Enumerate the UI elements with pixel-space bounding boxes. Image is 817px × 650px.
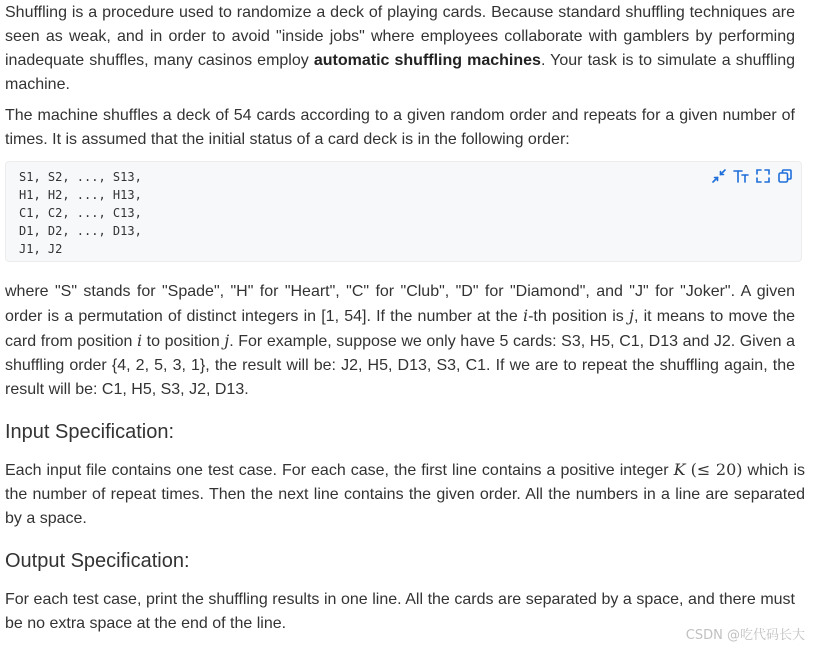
explanation-text: , it means to move the card from position bbox=[5, 308, 796, 350]
intro-text: Shuffling is a procedure used to randomize a deck of playing cards. Because standard shuffling techniques are seen as weak, and in order to avoid "inside jobs" where employees collaborate with gamblers by performing inadequate shuffles, many casinos employ bbox=[5, 4, 795, 69]
intro-text-end: . Your task is to simulate a shuffling machine. bbox=[5, 52, 796, 93]
code-toolbar bbox=[711, 168, 793, 184]
csdn-watermark: CSDN @吃代码长大 bbox=[685, 628, 805, 643]
deck-paragraph: The machine shuffles a deck of 54 cards according to a given random order and repeats for a given number of times. It is assumed that the initial status of a card deck is in the following order: bbox=[5, 107, 795, 148]
code-line: J1, J2 bbox=[19, 242, 63, 256]
copy-icon[interactable] bbox=[777, 168, 793, 184]
math-j: j bbox=[628, 306, 634, 325]
math-j: j bbox=[224, 331, 230, 350]
input-spec-heading: Input Specification: bbox=[5, 421, 174, 443]
code-line: H1, H2, ..., H13, bbox=[19, 188, 142, 202]
code-line: C1, C2, ..., C13, bbox=[19, 206, 142, 220]
math-i: i bbox=[136, 331, 143, 350]
explanation-text: to position bbox=[142, 333, 225, 350]
intro-bold-term: automatic shuffling machines bbox=[313, 52, 541, 69]
output-spec-heading: Output Specification: bbox=[5, 550, 190, 572]
fullscreen-icon[interactable] bbox=[755, 168, 771, 184]
explanation-paragraph bbox=[5, 280, 795, 402]
font-size-icon[interactable] bbox=[733, 168, 749, 184]
collapse-icon[interactable] bbox=[711, 168, 727, 184]
output-spec-paragraph: For each test case, print the shuffling results in one line. All the cards are separated by a space, and there must be no extra space at the end of the line. bbox=[5, 591, 795, 632]
explanation-text: . For example, suppose we only have 5 cards: S3, H5, C1, D13 and J2. Given a shuffling order {4, 2, 5, 3, 1}, the result will be: J2, H5, D13, S3, C1. If we are to repeat the shuffling again, the result will be: C1, H5, S3, J2, D13. bbox=[5, 333, 795, 398]
code-line: D1, D2, ..., D13, bbox=[19, 224, 142, 238]
code-line: S1, S2, ..., S13, bbox=[19, 170, 142, 184]
code-lines bbox=[19, 168, 142, 258]
math-i: i bbox=[522, 306, 529, 325]
input-spec-text: which is the number of repeat times. Then the next line contains the given order. All the numbers in a line are separated by a space. bbox=[5, 462, 805, 527]
math-condition: (≤ 20) bbox=[690, 460, 743, 479]
input-spec-text: Each input file contains one test case. For each case, the first line contains a positive integer bbox=[5, 462, 674, 479]
explanation-text: -th position is bbox=[528, 308, 629, 325]
explanation-text: where "S" stands for "Spade", "H" for "Heart", "C" for "Club", "D" for "Diamond", and "J" for "Joker". A given order is a permutation of distinct integers in [1, 54]. If the number at the bbox=[5, 283, 795, 325]
math-k: K bbox=[673, 460, 686, 479]
intro-paragraph bbox=[5, 1, 795, 97]
input-spec-paragraph bbox=[5, 458, 805, 531]
code-block bbox=[5, 161, 802, 262]
